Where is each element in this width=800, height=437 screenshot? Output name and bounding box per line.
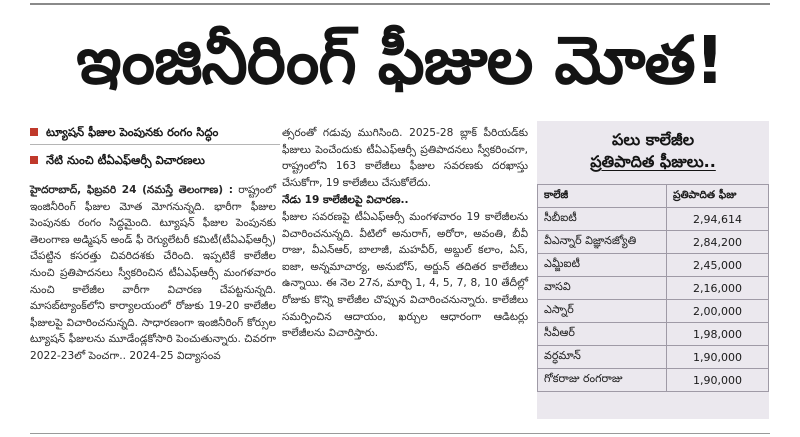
college-name: ఎమ్జీఐటీ (538, 254, 667, 277)
proposed-fee: 2,84,200 (667, 231, 769, 254)
table-row (538, 369, 769, 392)
college-name: గోకరాజు రంగరాజు (538, 369, 667, 392)
subhead-text: ట్యూషన్ ఫీజుల పెంపునకు రంగం సిద్ధం (46, 125, 219, 139)
table-header-row (538, 185, 769, 208)
subhead-2 (30, 150, 280, 170)
top-rule (30, 3, 770, 5)
proposed-fees-box (537, 121, 769, 419)
fees-table (537, 184, 769, 392)
college-name: సీవీఆర్ (538, 323, 667, 346)
college-name: ఎస్నార్ (538, 300, 667, 323)
subhead-divider (30, 144, 280, 145)
proposed-fee: 2,16,000 (667, 277, 769, 300)
box-title (537, 129, 769, 173)
article-column-2 (282, 125, 528, 342)
header-college: కాలేజీ (538, 185, 667, 208)
article-body-part-2: త్సరంతో గడువు ముగిసింది. 2025-28 బ్లాక్ పీరియడ్‌కు ఫీజులు పెంచేందుకు టీఏఎఫ్ఆర్సీ ప్రతిపాదనలు స్వీకరించగా, రాష్ట్రంలోని 163 కాలేజీలు ఫీజుల సవరణకు దరఖాస్తు చేసుకోగా, 19 కాలేజీలు చేసుకోలేదు. (282, 127, 528, 189)
college-name: సీబీఐటీ (538, 208, 667, 231)
table-row (538, 300, 769, 323)
bottom-rule (30, 433, 770, 434)
headline: ఇంజినీరింగ్ ఫీజుల మోత! (76, 22, 724, 99)
crosshead: నేడు 19 కాలేజీలపై విచారణ.. (282, 194, 409, 207)
table-row (538, 208, 769, 231)
college-name: వాసవి (538, 277, 667, 300)
proposed-fee: 2,94,614 (667, 208, 769, 231)
box-title-line-1: పలు కాలేజీల (611, 130, 695, 149)
article-column-1 (30, 182, 276, 365)
proposed-fee: 1,90,000 (667, 346, 769, 369)
proposed-fee: 1,90,000 (667, 369, 769, 392)
subhead-1 (30, 122, 280, 142)
header-fee: ప్రతిపాదిత ఫీజు (667, 185, 769, 208)
dateline: హైదరాబాద్, ఫిబ్రవరి 24 (నమస్తే తెలంగాణ) : (30, 184, 233, 196)
table-row (538, 277, 769, 300)
bullet-icon (30, 156, 38, 164)
article-body-part-1: రాష్ట్రంలో ఇంజినీరింగ్ ఫీజుల మోత మోగనున్నది. భారీగా ఫీజుల పెంపునకు రంగం సిద్ధమైంది. ట్యూషన్ ఫీజుల పెంపునకు తెలంగాణ అడ్మిషన్ అండ్ ఫీ రెగ్యులేటరీ కమిటీ(టీఏఎఫ్ఆర్సీ) చేపట్టిన కసరత్తు చివరిదశకు చేరింది. ఇప్పటికే కాలేజీల నుంచి ప్రతిపాదనలు స్వీకరించిన టీఏఎఫ్ఆర్సీ మంగళవారం నుంచి కాలేజీల వారీగా విచారణ చేపట్టనున్నది. మాసబ్‌ట్యాంక్‌లోని కార్యాలయంలో రోజుకు 19-20 కాలేజీల ఫీజులపై విచారించనున్నది. సాధారణంగా ఇంజినీరింగ్ కోర్సుల ట్యూషన్ ఫీజులను మూడేండ్లకోసారి పెంచుతున్నారు. చివరగా 2022-23లో పెంచగా.. 2024-25 విద్యాసంవ (30, 184, 276, 362)
box-title-line-2: ప్రతిపాదిత ఫీజులు.. (590, 152, 716, 171)
table-row (538, 323, 769, 346)
fees-table-body (538, 208, 769, 392)
proposed-fee: 2,45,000 (667, 254, 769, 277)
table-row (538, 254, 769, 277)
subhead-text: నేటి నుంచి టీఏఎఫ్ఆర్సీ విచారణలు (46, 153, 205, 167)
table-row (538, 231, 769, 254)
bullet-icon (30, 128, 38, 136)
article-body-part-3: ఫీజుల సవరణపై టీఏఎఫ్ఆర్సీ మంగళవారం 19 కాలేజీలను విచారించనున్నది. వీటిలో అనురాగ్, అరోరా, అవంతి, బీవీ రాజు, వీఎన్ఆర్, బాలాజీ, మహవీర్, అబ్దుల్ కలాం, ఏస్, ఐజా, అన్నమాచార్య, అనుబోస్, అర్జున్ తదితర కాలేజీలు ఉన్నాయి. ఈ నెల 27న, మార్చి 1, 4, 5, 7, 8, 10 తేదీల్లో రోజుకు కొన్ని కాలేజీల చొప్పున విచారించనున్నారు. కాలేజీలు సమర్పించిన ఆదాయం, ఖర్చుల ఆధారంగా ఆడిటర్లు కాలేజీలను విచారిస్తారు. (282, 210, 528, 340)
college-name: వర్ధమాన్ (538, 346, 667, 369)
table-row (538, 346, 769, 369)
college-name: వీఎన్నార్ విజ్ఞానజ్యోతి (538, 231, 667, 254)
subheads (30, 122, 280, 170)
proposed-fee: 2,00,000 (667, 300, 769, 323)
proposed-fee: 1,98,000 (667, 323, 769, 346)
